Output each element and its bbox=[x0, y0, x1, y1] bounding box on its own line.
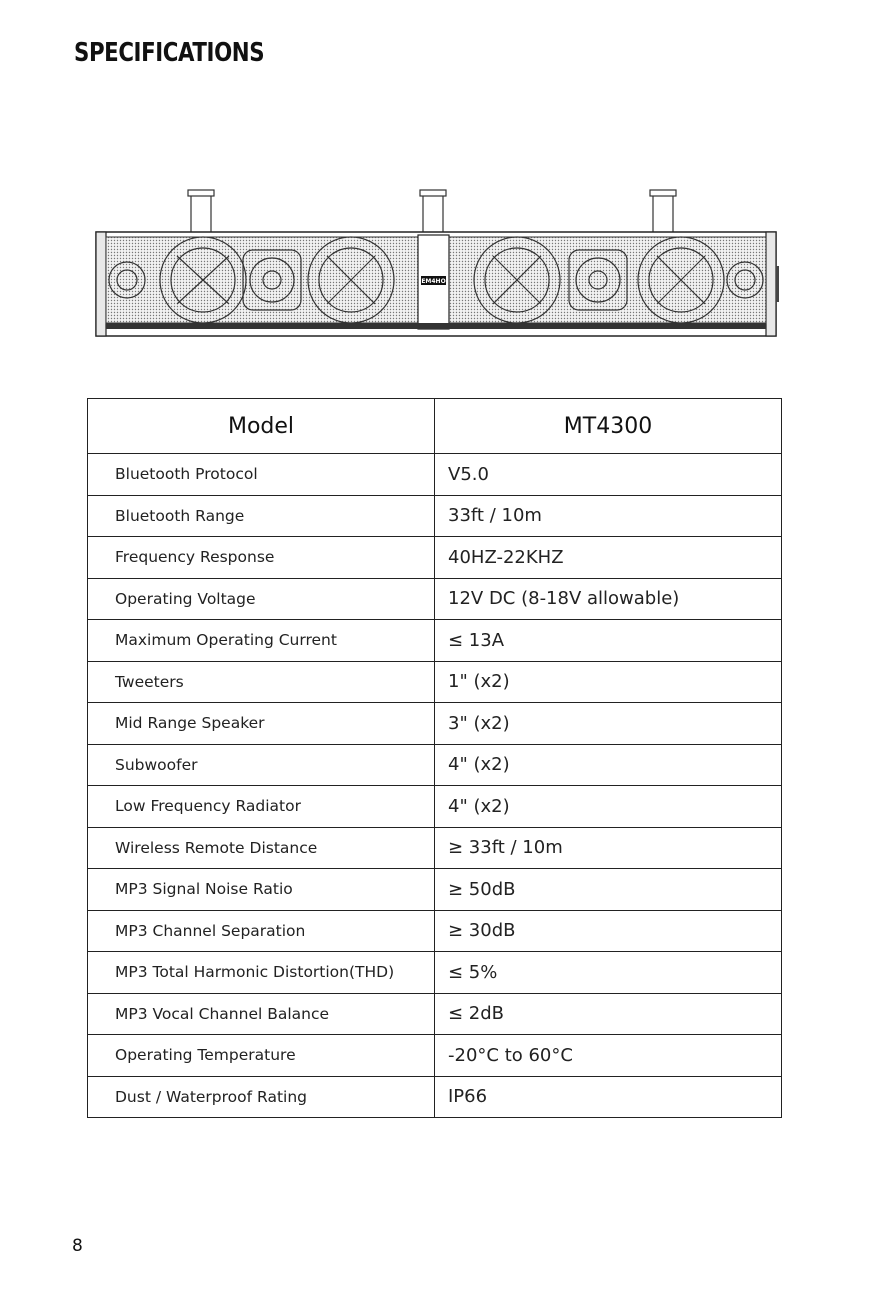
table-row bbox=[88, 993, 782, 1035]
table-row bbox=[88, 952, 782, 994]
mounting-bracket-right bbox=[650, 190, 676, 233]
table-row bbox=[88, 1035, 782, 1077]
table-row bbox=[88, 744, 782, 786]
spec-label: MP3 Total Harmonic Distortion(THD) bbox=[88, 952, 435, 994]
spec-value: 40HZ-22KHZ bbox=[435, 537, 782, 579]
table-row bbox=[88, 620, 782, 662]
spec-label: Mid Range Speaker bbox=[88, 703, 435, 745]
mounting-bracket-left bbox=[188, 190, 214, 233]
table-row bbox=[88, 578, 782, 620]
spec-value: ≤ 5% bbox=[435, 952, 782, 994]
spec-label: Low Frequency Radiator bbox=[88, 786, 435, 828]
spec-value: 4" (x2) bbox=[435, 786, 782, 828]
spec-value: ≥ 33ft / 10m bbox=[435, 827, 782, 869]
table-row bbox=[88, 454, 782, 496]
table-row bbox=[88, 910, 782, 952]
spec-label: Dust / Waterproof Rating bbox=[88, 1076, 435, 1118]
spec-value: ≥ 50dB bbox=[435, 869, 782, 911]
spec-label: Wireless Remote Distance bbox=[88, 827, 435, 869]
spec-label: Maximum Operating Current bbox=[88, 620, 435, 662]
table-header-row bbox=[88, 399, 782, 454]
header-model-value: MT4300 bbox=[435, 399, 782, 454]
spec-value: 3" (x2) bbox=[435, 703, 782, 745]
table-row bbox=[88, 537, 782, 579]
spec-value: IP66 bbox=[435, 1076, 782, 1118]
spec-value: 12V DC (8-18V allowable) bbox=[435, 578, 782, 620]
table-row bbox=[88, 786, 782, 828]
brand-logo: EM4HO bbox=[421, 278, 446, 285]
spec-label: Operating Temperature bbox=[88, 1035, 435, 1077]
table-row bbox=[88, 827, 782, 869]
spec-label: MP3 Channel Separation bbox=[88, 910, 435, 952]
table-row bbox=[88, 661, 782, 703]
table-row bbox=[88, 495, 782, 537]
spec-value: V5.0 bbox=[435, 454, 782, 496]
table-row bbox=[88, 1076, 782, 1118]
spec-label: Operating Voltage bbox=[88, 578, 435, 620]
spec-value: ≤ 2dB bbox=[435, 993, 782, 1035]
page-title: SPECIFICATIONS bbox=[74, 38, 265, 68]
spec-value: -20°C to 60°C bbox=[435, 1035, 782, 1077]
header-model: Model bbox=[88, 399, 435, 454]
spec-label: Tweeters bbox=[88, 661, 435, 703]
specifications-table bbox=[87, 398, 782, 1118]
spec-value: 33ft / 10m bbox=[435, 495, 782, 537]
spec-label: MP3 Vocal Channel Balance bbox=[88, 993, 435, 1035]
spec-label: Frequency Response bbox=[88, 537, 435, 579]
spec-label: Bluetooth Protocol bbox=[88, 454, 435, 496]
table-row bbox=[88, 703, 782, 745]
spec-label: Subwoofer bbox=[88, 744, 435, 786]
spec-value: ≥ 30dB bbox=[435, 910, 782, 952]
mounting-bracket-center bbox=[420, 190, 446, 233]
spec-value: ≤ 13A bbox=[435, 620, 782, 662]
spec-label: Bluetooth Range bbox=[88, 495, 435, 537]
spec-value: 4" (x2) bbox=[435, 744, 782, 786]
table-row bbox=[88, 869, 782, 911]
page-number: 8 bbox=[72, 1236, 83, 1256]
spec-label: MP3 Signal Noise Ratio bbox=[88, 869, 435, 911]
soundbar-illustration bbox=[95, 188, 780, 340]
spec-value: 1" (x2) bbox=[435, 661, 782, 703]
